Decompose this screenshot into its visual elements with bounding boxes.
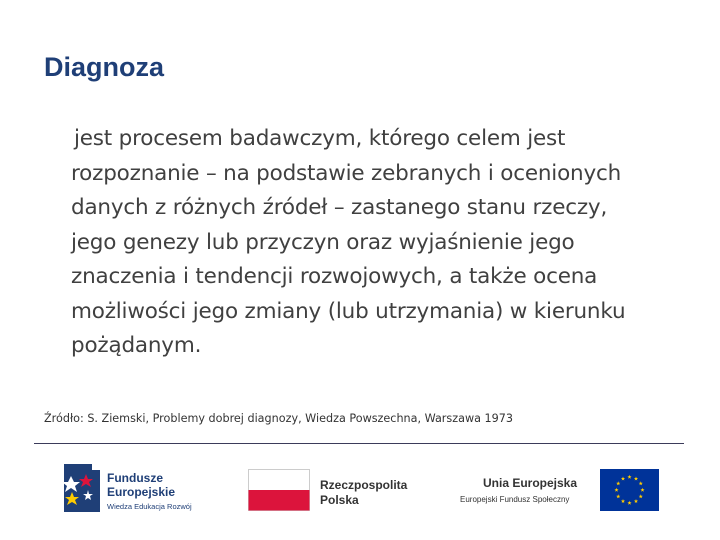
definition-line: możliwości jego zmiany (lub utrzymania) w kierunku [71, 298, 626, 324]
unia-europejska-subtitle: Europejski Fundusz Społeczny [460, 495, 570, 504]
rzeczpospolita-line2: Polska [320, 493, 359, 507]
rzeczpospolita-title [320, 478, 407, 508]
definition-line: jego genezy lub przyczyn oraz wyjaśnienie jego [71, 229, 575, 255]
source-citation: Źródło: S. Ziemski, Problemy dobrej diagnozy, Wiedza Powszechna, Warszawa 1973 [44, 412, 513, 425]
fundusze-europejskie-logo-icon [62, 462, 104, 514]
unia-europejska-title: Unia Europejska [483, 476, 578, 490]
definition-line: znaczenia i tendencji rozwojowych, a także ocena [71, 264, 598, 289]
fundusze-title [107, 471, 175, 499]
footer-divider [34, 443, 684, 444]
rzeczpospolita-line1: Rzeczpospolita [320, 478, 408, 492]
slide-title: Diagnoza [44, 52, 165, 82]
definition-line: danych z różnych źródeł – zastanego stanu rzeczy, [71, 195, 608, 220]
definition-line: pożądanym. [71, 333, 202, 358]
definition-line: jest procesem badawczym, którego celem jest [74, 126, 566, 151]
fundusze-title-line1: Fundusze [107, 471, 163, 485]
definition-text [71, 122, 691, 364]
poland-flag-icon [248, 469, 310, 511]
fundusze-title-line2: Europejskie [107, 485, 176, 499]
fundusze-subtitle: Wiedza Edukacja Rozwój [107, 502, 192, 511]
definition-line: rozpoznanie – na podstawie zebranych i ocenionych [71, 160, 622, 186]
eu-flag-icon [600, 469, 659, 511]
